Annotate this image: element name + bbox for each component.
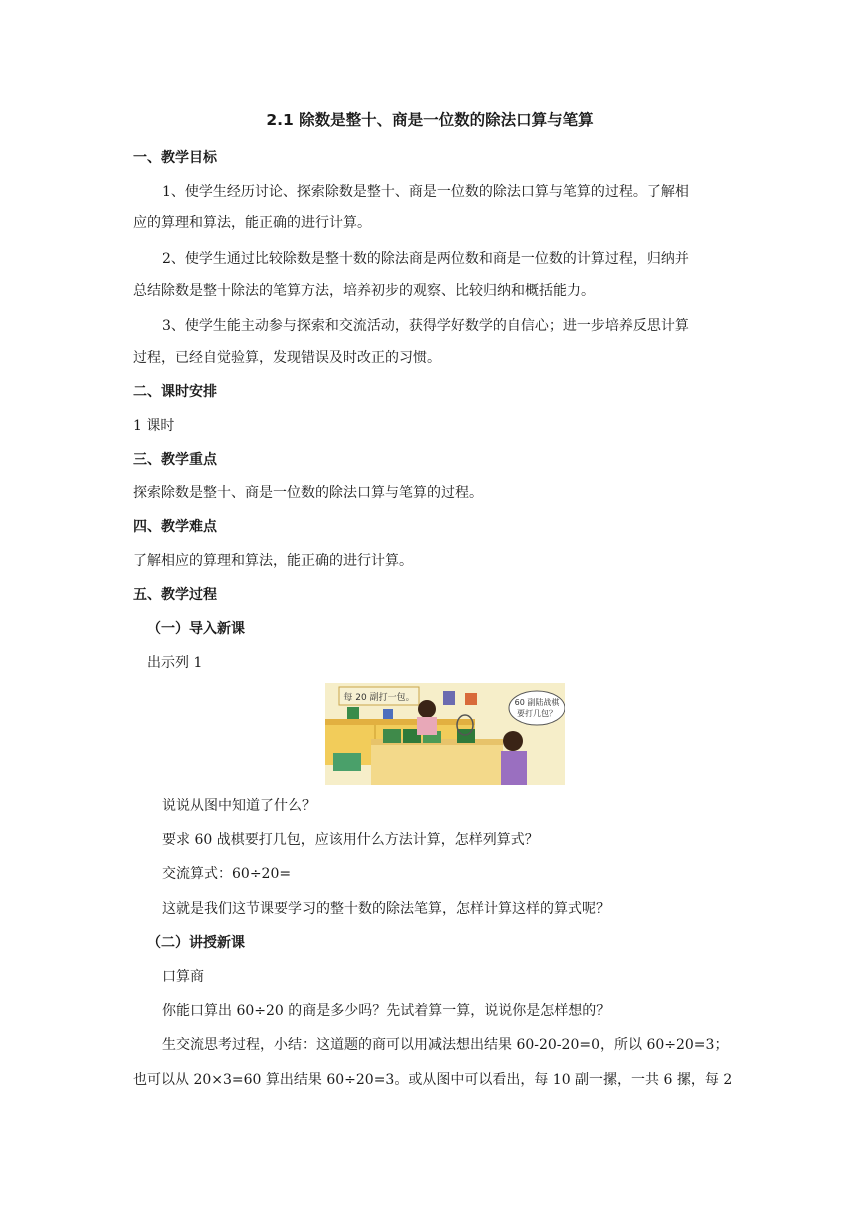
key-points-text: 探索除数是整十、商是一位数的除法口算与笔算的过程。 bbox=[133, 485, 483, 501]
difficulties-text: 了解相应的算理和算法，能正确的进行计算。 bbox=[133, 553, 413, 569]
question-4: 这就是我们这节课要学习的整十数的除法笔算，怎样计算这样的算式呢？ bbox=[162, 901, 610, 917]
question-5: 你能口算出 60÷20 的商是多少吗？先试着算一算，说说你是怎样想的？ bbox=[162, 1003, 611, 1019]
heading-process: 五、教学过程 bbox=[133, 587, 217, 603]
summary-line-1: 生交流思考过程，小结：这道题的商可以用减法想出结果 60-20-20=0，所以 60÷20=3； bbox=[162, 1037, 729, 1053]
question-2: 要求 60 战棋要打几包，应该用什么方法计算，怎样列算式？ bbox=[162, 832, 539, 848]
bubble-line-1: 60 副陆战棋 bbox=[514, 698, 560, 707]
goal-2-line-1: 2、使学生通过比较除数是整十数的除法商是两位数和商是一位数的计算过程，归纳并 bbox=[162, 251, 689, 267]
goal-1-line-2: 应的算理和算法，能正确的进行计算。 bbox=[133, 215, 371, 231]
question-1: 说说从图中知道了什么？ bbox=[162, 798, 316, 814]
subheading-intro: （一）导入新课 bbox=[147, 621, 245, 637]
goal-1-line-1: 1、使学生经历讨论、探索除数是整十、商是一位数的除法口算与笔算的过程。了解相 bbox=[162, 184, 689, 200]
subheading-new-lesson: （二）讲授新课 bbox=[147, 935, 245, 951]
goal-3-line-2: 过程，已经自觉验算，发现错误及时改正的习惯。 bbox=[133, 350, 441, 366]
goal-3-line-1: 3、使学生能主动参与探索和交流活动，获得学好数学的自信心；进一步培养反思计算 bbox=[162, 318, 689, 334]
bubble-line-2: 要打几包？ bbox=[517, 709, 557, 718]
example-illustration bbox=[325, 683, 565, 785]
summary-line-2: 也可以从 20×3=60 算出结果 60÷20=3。或从图中可以看出，每 10 副一摞，一共 6 摞，每 2 bbox=[133, 1072, 733, 1088]
heading-key-points: 三、教学重点 bbox=[133, 452, 217, 468]
heading-schedule: 二、课时安排 bbox=[133, 384, 217, 400]
document-title: 2.1 除数是整十、商是一位数的除法口算与笔算 bbox=[266, 111, 594, 129]
heading-difficulties: 四、教学难点 bbox=[133, 519, 217, 535]
goal-2-line-2: 总结除数是整十除法的笔算方法，培养初步的观察、比较归纳和概括能力。 bbox=[133, 283, 595, 299]
sign-text: 每 20 副打一包。 bbox=[343, 693, 415, 703]
oral-quotient: 口算商 bbox=[162, 969, 204, 985]
formula-exchange: 交流算式：60÷20= bbox=[162, 866, 292, 882]
heading-teaching-goals: 一、教学目标 bbox=[133, 150, 217, 166]
schedule-text: 1 课时 bbox=[133, 418, 175, 434]
example-label: 出示列 1 bbox=[147, 655, 203, 671]
